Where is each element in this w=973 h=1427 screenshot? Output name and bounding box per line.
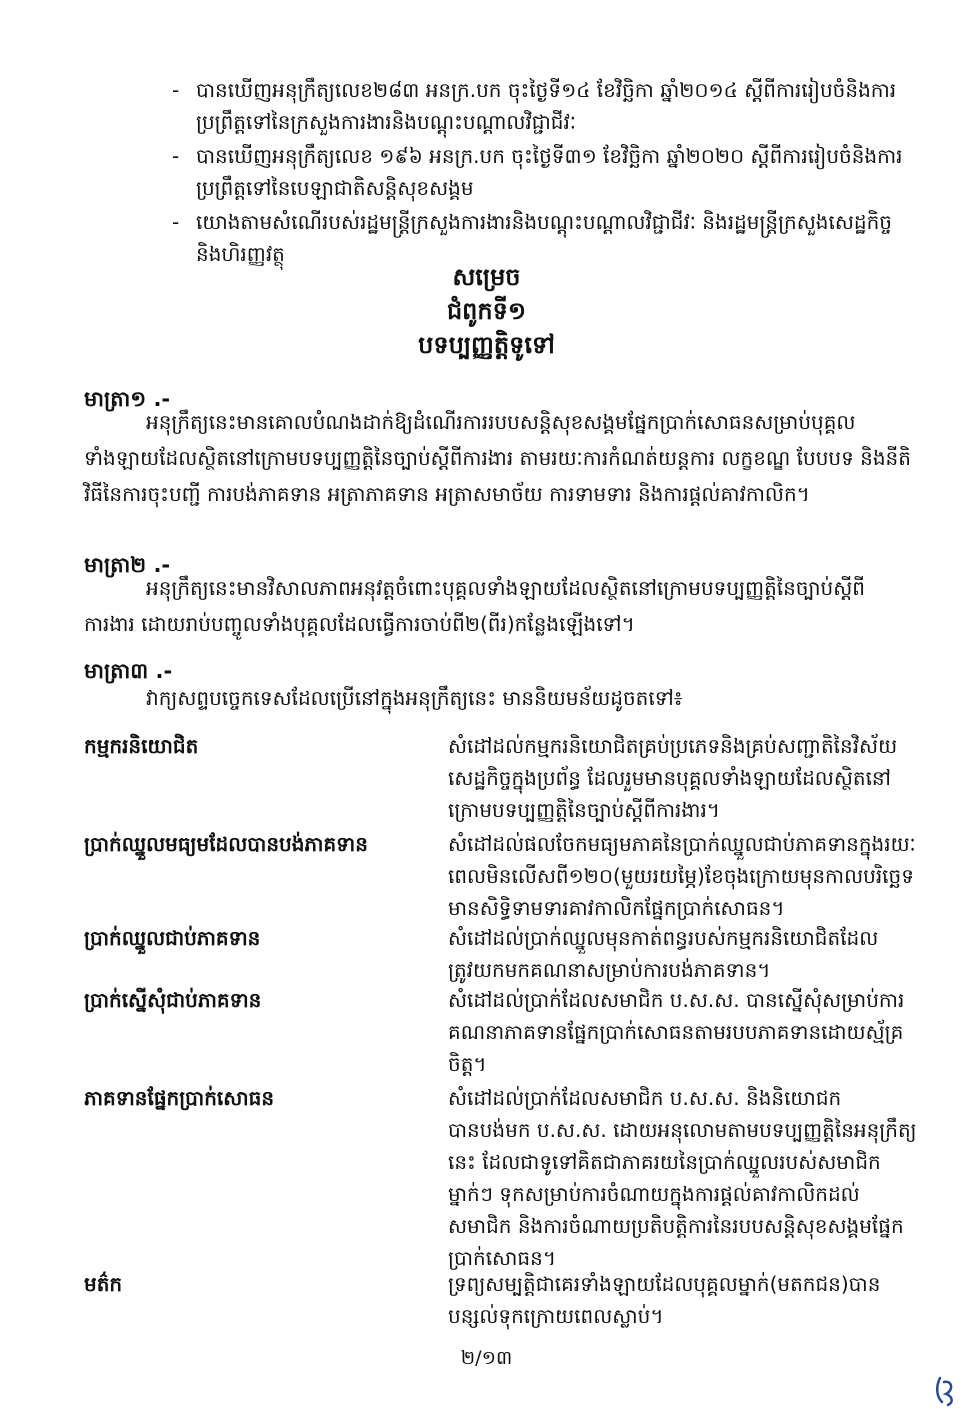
preamble-text: បានឃើញអនុក្រឹត្យលេខ ១៩៦ អនក្រ.បក ចុះថ្ងៃទី៣១ ខែវិច្ឆិកា ឆ្នាំ២០២០ ស្តីពីការរៀបចំនិងការប្រព្រឹត្តទៅនៃបេឡាជាតិសន្តិសុខសង្គម xyxy=(196,144,903,200)
definition-text: សំដៅដល់កម្មករនិយោជិតគ្រប់ប្រភេទនិងគ្រប់សញ្ជាតិនៃវិស័យសេដ្ឋកិច្ចក្នុងប្រព័ន្ធ ដែលរួមមានបុគ្គលទាំងឡាយដែលស្ថិតនៅក្រោមបទប្បញ្ញត្តិនៃច្បាប់ស្តីពីការងារ។ xyxy=(448,734,898,822)
initials-mark-icon xyxy=(932,1372,960,1408)
definition-text: សំដៅដល់ប្រាក់ដែលសមាជិក ប.ស.ស. និងនិយោជកបានបង់មក ប.ស.ស. ដោយអនុលោមតាមបទប្បញ្ញត្តិនៃអនុក្រឹត្យនេះ ដែលជាទូទៅគិតជាភាគរយនៃប្រាក់ឈ្នួលរបស់សមាជិកម្នាក់ៗ ទុកសម្រាប់ការចំណាយក្នុងការផ្តល់គាវកាលិកដល់សមាជិក និងការចំណាយប្រតិបត្តិការនៃរបបសន្តិសុខសង្គមផ្នែកប្រាក់សោធន។ xyxy=(448,1086,917,1270)
definition-term: កម្មករនិយោជិត xyxy=(84,734,199,758)
preamble-list xyxy=(172,74,922,272)
decision-heading: សម្រេច xyxy=(452,263,521,291)
page-number: ២/១៣ xyxy=(460,1347,513,1369)
definition-term: ភាគទានផ្នែកប្រាក់សោធន xyxy=(84,1086,275,1110)
article-2-label: មាត្រា២ .- xyxy=(84,553,171,577)
definition-term: មត៌ក xyxy=(84,1272,123,1296)
definition-text: សំដៅដល់ប្រាក់ឈ្នួលមុនកាត់ពន្ធរបស់កម្មករនិយោជិតដែលត្រូវយកមកគណនាសម្រាប់ការបង់ភាគទាន។ xyxy=(448,926,879,982)
preamble-item: - បានឃើញអនុក្រឹត្យលេខ ១៩៦ អនក្រ.បក ចុះថ្ងៃទី៣១ ខែវិច្ឆិកា ឆ្នាំ២០២០ ស្តីពីការរៀបចំនិងការប្រព្រឹត្តទៅនៃបេឡាជាតិសន្តិសុខសង្គម xyxy=(172,140,922,204)
chapter-heading: ជំពូកទី១ xyxy=(446,297,527,325)
article-2-text: អនុក្រឹត្យនេះមានវិសាលភាពអនុវត្តចំពោះបុគ្គលទាំងឡាយដែលស្ថិតនៅក្រោមបទប្បញ្ញត្តិនៃច្បាប់ស្តីពីការងារ ដោយរាប់បញ្ចូលទាំងបុគ្គលដែលធ្វើការចាប់ពី២(ពីរ)កន្លែងឡើងទៅ។ xyxy=(84,576,865,636)
definition-term: ប្រាក់ស្នើសុំជាប់ភាគទាន xyxy=(84,988,262,1012)
article-3-text: វាក្យសព្ទបច្ចេកទេសដែលប្រើនៅក្នុងអនុក្រឹត្យនេះ មាននិយមន័យដូចតទៅ៖ xyxy=(146,686,683,710)
definition-term: ប្រាក់ឈ្នួលជាប់ភាគទាន xyxy=(84,926,261,950)
definition-term: ប្រាក់ឈ្នួលមធ្យមដែលបានបង់ភាគទាន xyxy=(84,832,368,856)
article-1-label: មាត្រា១ .- xyxy=(84,387,171,411)
chapter-title: បទប្បញ្ញត្តិទូទៅ xyxy=(418,331,555,359)
preamble-text: បានឃើញអនុក្រឹត្យលេខ២៨៣ អនក្រ.បក ចុះថ្ងៃទី១៤ ខែវិច្ឆិកា ឆ្នាំ២០១៤ ស្តីពីការរៀបចំនិងការប្រព្រឹត្តទៅនៃក្រសួងការងារនិងបណ្តុះបណ្តាលវិជ្ជាជីវៈ xyxy=(196,78,897,134)
preamble-text: យោងតាមសំណើរបស់រដ្ឋមន្ត្រីក្រសួងការងារនិងបណ្តុះបណ្តាលវិជ្ជាជីវៈ និងរដ្ឋមន្ត្រីក្រសួងសេដ្ឋកិច្ចនិងហិរញ្ញវត្ថុ xyxy=(196,210,892,266)
preamble-item: - បានឃើញអនុក្រឹត្យលេខ២៨៣ អនក្រ.បក ចុះថ្ងៃទី១៤ ខែវិច្ឆិកា ឆ្នាំ២០១៤ ស្តីពីការរៀបចំនិងការប្រព្រឹត្តទៅនៃក្រសួងការងារនិងបណ្តុះបណ្តាលវិជ្ជាជីវៈ xyxy=(172,74,922,138)
article-3-label: មាត្រា៣ .- xyxy=(84,659,173,683)
definition-text: សំដៅដល់ផលចែកមធ្យមភាគនៃប្រាក់ឈ្នួលជាប់ភាគទានក្នុងរយៈពេលមិនលើសពី១២០(មួយរយម្ភៃ)ខែចុងក្រោយមុនកាលបរិច្ឆេទមានសិទ្ធិទាមទារគាវកាលិកផ្នែកប្រាក់សោធន។ xyxy=(448,832,916,920)
definition-text: ទ្រព្យសម្បត្តិជាគេរទាំងឡាយដែលបុគ្គលម្នាក់(មតកជន)បានបន្សល់ទុកក្រោយពេលស្លាប់។ xyxy=(448,1272,881,1328)
article-1-text: អនុក្រឹត្យនេះមានគោលបំណងដាក់ឱ្យដំណើរការរបបសន្តិសុខសង្គមផ្នែកប្រាក់សោធនសម្រាប់បុគ្គលទាំងឡាយដែលស្ថិតនៅក្រោមបទប្បញ្ញត្តិនៃច្បាប់ស្តីពីការងារ តាមរយៈការកំណត់យន្តការ លក្ខខណ្ឌ បែបបទ និងនីតិវិធីនៃការចុះបញ្ជី ការបង់ភាគទាន អត្រាភាគទាន អត្រាសមាច័យ ការទាមទារ និងការផ្តល់គាវកាលិក។ xyxy=(84,410,911,506)
definition-text: សំដៅដល់ប្រាក់ដែលសមាជិក ប.ស.ស. បានស្នើសុំសម្រាប់ការគណនាភាគទានផ្នែកប្រាក់សោធនតាមរបបភាគទានដោយស្ម័គ្រចិត្ត។ xyxy=(448,988,905,1076)
preamble-item: - យោងតាមសំណើរបស់រដ្ឋមន្ត្រីក្រសួងការងារនិងបណ្តុះបណ្តាលវិជ្ជាជីវៈ និងរដ្ឋមន្ត្រីក្រសួងសេដ្ឋកិច្ចនិងហិរញ្ញវត្ថុ xyxy=(172,206,922,270)
